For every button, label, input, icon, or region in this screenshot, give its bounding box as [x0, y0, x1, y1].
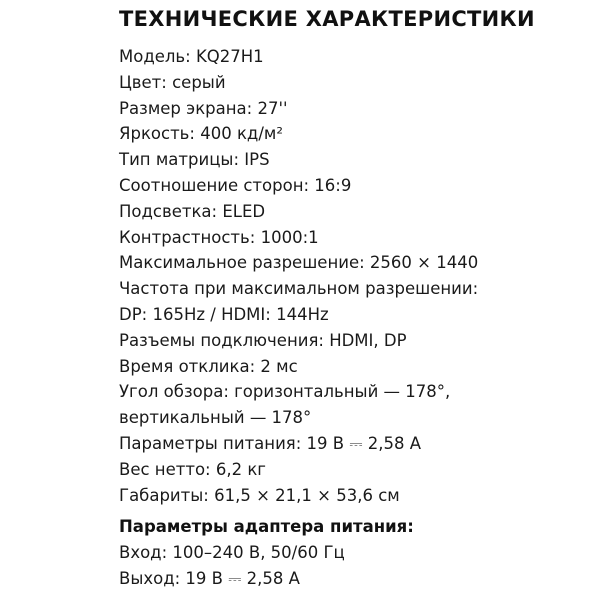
specs-list	[119, 44, 478, 508]
spec-connectors: Разъемы подключения: HDMI, DP	[119, 330, 407, 350]
spec-viewing-angle-vertical: вертикальный — 178°	[119, 408, 312, 428]
page-title: ТЕХНИЧЕСКИЕ ХАРАКТЕРИСТИКИ	[119, 7, 535, 31]
spec-response-time: Время отклика: 2 мс	[119, 356, 298, 376]
spec-viewing-angle-horizontal: Угол обзора: горизонтальный — 178°,	[119, 382, 451, 402]
spec-contrast: Контрастность: 1000:1	[119, 227, 319, 247]
spec-color: Цвет: серый	[119, 72, 226, 92]
spec-aspect-ratio: Соотношение сторон: 16:9	[119, 175, 352, 195]
adapter-specs-list	[119, 540, 345, 592]
spec-brightness: Яркость: 400 кд/м²	[119, 124, 283, 144]
spec-refresh-rate-label: Частота при максимальном разрешении:	[119, 279, 479, 299]
spec-dimensions: Габариты: 61,5 × 21,1 × 53,6 см	[119, 485, 400, 505]
adapter-output: Выход: 19 В ⎓ 2,58 А	[119, 568, 300, 588]
spec-screen-size: Размер экрана: 27''	[119, 98, 288, 118]
spec-max-resolution: Максимальное разрешение: 2560 × 1440	[119, 253, 479, 273]
spec-refresh-rate-value: DP: 165Hz / HDMI: 144Hz	[119, 304, 329, 324]
adapter-title: Параметры адаптера питания:	[119, 517, 414, 536]
adapter-input: Вход: 100–240 В, 50/60 Гц	[119, 543, 345, 562]
spec-backlight: Подсветка: ELED	[119, 201, 266, 221]
spec-matrix-type: Тип матрицы: IPS	[119, 150, 270, 170]
spec-net-weight: Вес нетто: 6,2 кг	[119, 459, 266, 479]
spec-model: Модель: KQ27H1	[119, 47, 264, 66]
spec-power: Параметры питания: 19 В ⎓ 2,58 А	[119, 433, 422, 453]
